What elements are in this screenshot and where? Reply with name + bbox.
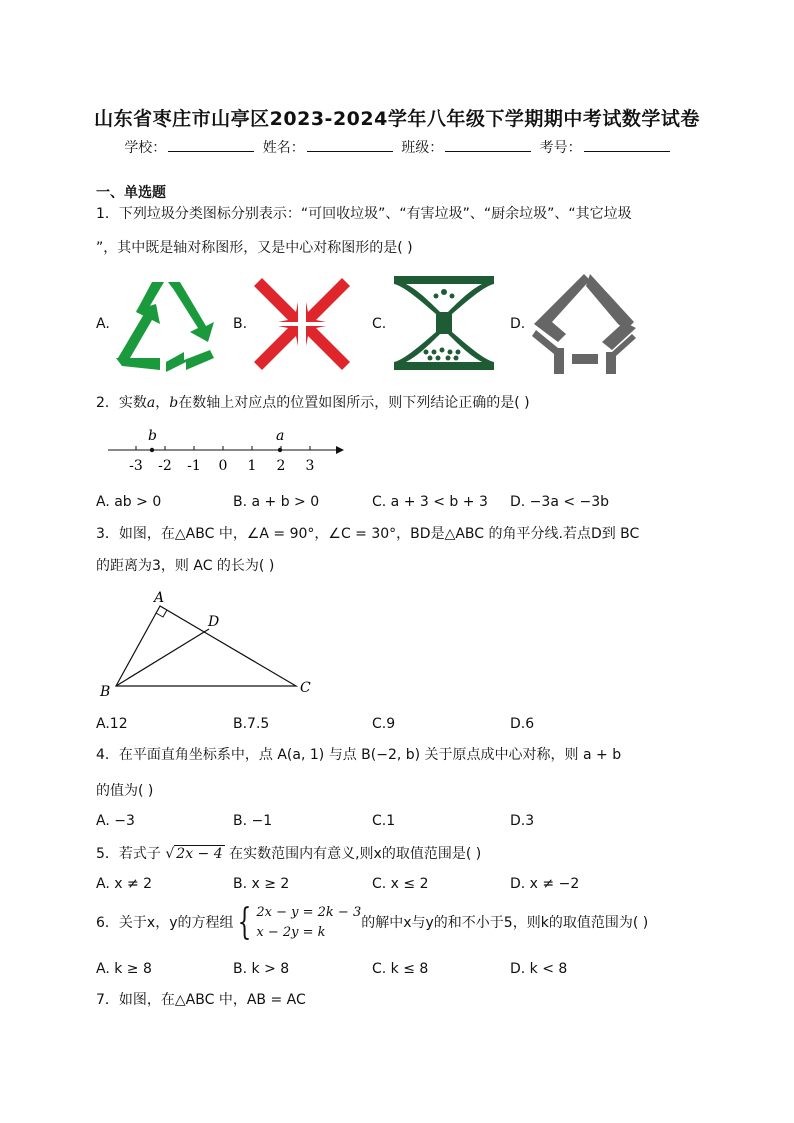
tick-label: 2: [276, 458, 286, 474]
q1-stem-line2: ”，其中既是轴对称图形，又是中心对称图形的是( ): [96, 240, 413, 256]
sqrt-symbol: √: [165, 846, 175, 862]
q6-stem: [96, 903, 648, 943]
triangle-abc: [116, 606, 296, 686]
q5-stem-post: 在实数范围内有意义,则x的取值范围是( ): [229, 846, 482, 862]
tick-label: -3: [129, 458, 143, 474]
school-label: 学校：: [124, 140, 167, 156]
number-line: [100, 424, 344, 480]
number-blank: [584, 139, 670, 152]
hazardous-icon: [252, 276, 352, 372]
q4-option-b: B. −1: [233, 813, 273, 829]
q6-stem-pre: 6．关于x，y的方程组: [96, 915, 234, 931]
q4-option-d: D.3: [510, 813, 535, 829]
tick-label: 1: [247, 458, 257, 474]
q4-stem-line1: 4．在平面直角坐标系中，点 A(a, 1) 与点 B(−2, b) 关于原点成中心对称，则 a + b: [96, 747, 622, 763]
q5-radicand: 2x − 4: [176, 846, 223, 862]
q2-stem: [96, 393, 530, 413]
name-label: 姓名：: [262, 140, 305, 156]
point-a: [278, 448, 282, 452]
q1-stem-line1: 1．下列垃圾分类图标分别表示：“可回收垃圾”、“有害垃圾”、“厨余垃圾”、“其它垃圾: [96, 206, 632, 222]
q3-option-a: A.12: [96, 716, 128, 732]
q2-option-d: D. −3a < −3b: [510, 494, 610, 510]
equation-2: x − 2y = k: [256, 925, 326, 940]
q5-stem: [96, 844, 481, 864]
tick-label: -2: [158, 458, 172, 474]
q1-option-b-label: B.: [233, 316, 248, 332]
label-C: C: [300, 680, 311, 696]
tick-label: 0: [218, 458, 228, 474]
section-heading: 一、单选题: [96, 185, 166, 201]
q2-comma: ，: [155, 395, 170, 411]
q7-stem-line1: 7．如图，在△ABC 中，AB = AC: [96, 992, 306, 1008]
equation-system: [256, 903, 361, 943]
tick-label: 3: [305, 458, 315, 474]
label-B: B: [100, 684, 111, 700]
q1-option-c-label: C.: [372, 316, 387, 332]
page-title: 山东省枣庄市山亭区2023-2024学年八年级下学期期中考试数学试卷: [94, 108, 700, 130]
q5-option-c: C. x ≤ 2: [372, 876, 429, 892]
kitchen-waste-icon: [392, 276, 496, 370]
school-blank: [168, 139, 254, 152]
label-D: D: [208, 614, 220, 630]
q5-option-d: D. x ≠ −2: [510, 876, 580, 892]
q3-stem-line2: 的距离为3，则 AC 的长为( ): [96, 558, 275, 574]
q6-option-c: C. k ≤ 8: [372, 961, 429, 977]
q4-option-a: A. −3: [96, 813, 135, 829]
number-label: 考号：: [539, 140, 582, 156]
q3-option-b: B.7.5: [233, 716, 270, 732]
class-label: 班级：: [401, 140, 444, 156]
tick-label: -1: [187, 458, 201, 474]
number-line-arrow: [336, 446, 344, 454]
q3-option-d: D.6: [510, 716, 535, 732]
q5-option-b: B. x ≥ 2: [233, 876, 290, 892]
segment-bd: [116, 629, 209, 686]
q6-option-b: B. k > 8: [233, 961, 290, 977]
label-A: A: [154, 590, 165, 606]
recycle-icon: [114, 276, 222, 374]
student-info-row: [0, 137, 794, 157]
q5-stem-pre: 5．若式子: [96, 846, 161, 862]
q2-var-a: a: [146, 395, 156, 411]
triangle-figure: [96, 586, 326, 700]
q4-option-c: C.1: [372, 813, 396, 829]
class-blank: [445, 139, 531, 152]
label-b: b: [148, 428, 157, 444]
q2-stem-pre: 2．实数: [96, 395, 147, 411]
q5-option-a: A. x ≠ 2: [96, 876, 153, 892]
q2-stem-post: 在数轴上对应点的位置如图所示，则下列结论正确的是( ): [178, 395, 530, 411]
name-blank: [307, 139, 393, 152]
q1-option-d-label: D.: [510, 316, 526, 332]
equation-1: 2x − y = 2k − 3: [256, 905, 362, 920]
q6-option-d: D. k < 8: [510, 961, 568, 977]
q2-var-b: b: [169, 395, 179, 411]
q1-option-a-label: A.: [96, 316, 110, 332]
point-b: [150, 448, 154, 452]
q6-stem-post: 的解中x与y的和不小于5，则k的取值范围为( ): [361, 915, 649, 931]
q6-option-a: A. k ≥ 8: [96, 961, 152, 977]
q2-option-c: C. a + 3 < b + 3: [372, 494, 488, 510]
label-a: a: [276, 428, 285, 444]
q2-option-b: B. a + b > 0: [233, 494, 320, 510]
q3-option-c: C.9: [372, 716, 396, 732]
q2-option-a: A. ab > 0: [96, 494, 162, 510]
other-waste-icon: [528, 272, 640, 376]
q4-stem-line2: 的值为( ): [96, 783, 154, 799]
q3-stem-line1: 3．如图，在△ABC 中，∠A = 90°，∠C = 30°，BD是△ABC 的角平分线.若点D到 BC: [96, 526, 640, 542]
system-brace: {: [238, 902, 252, 943]
